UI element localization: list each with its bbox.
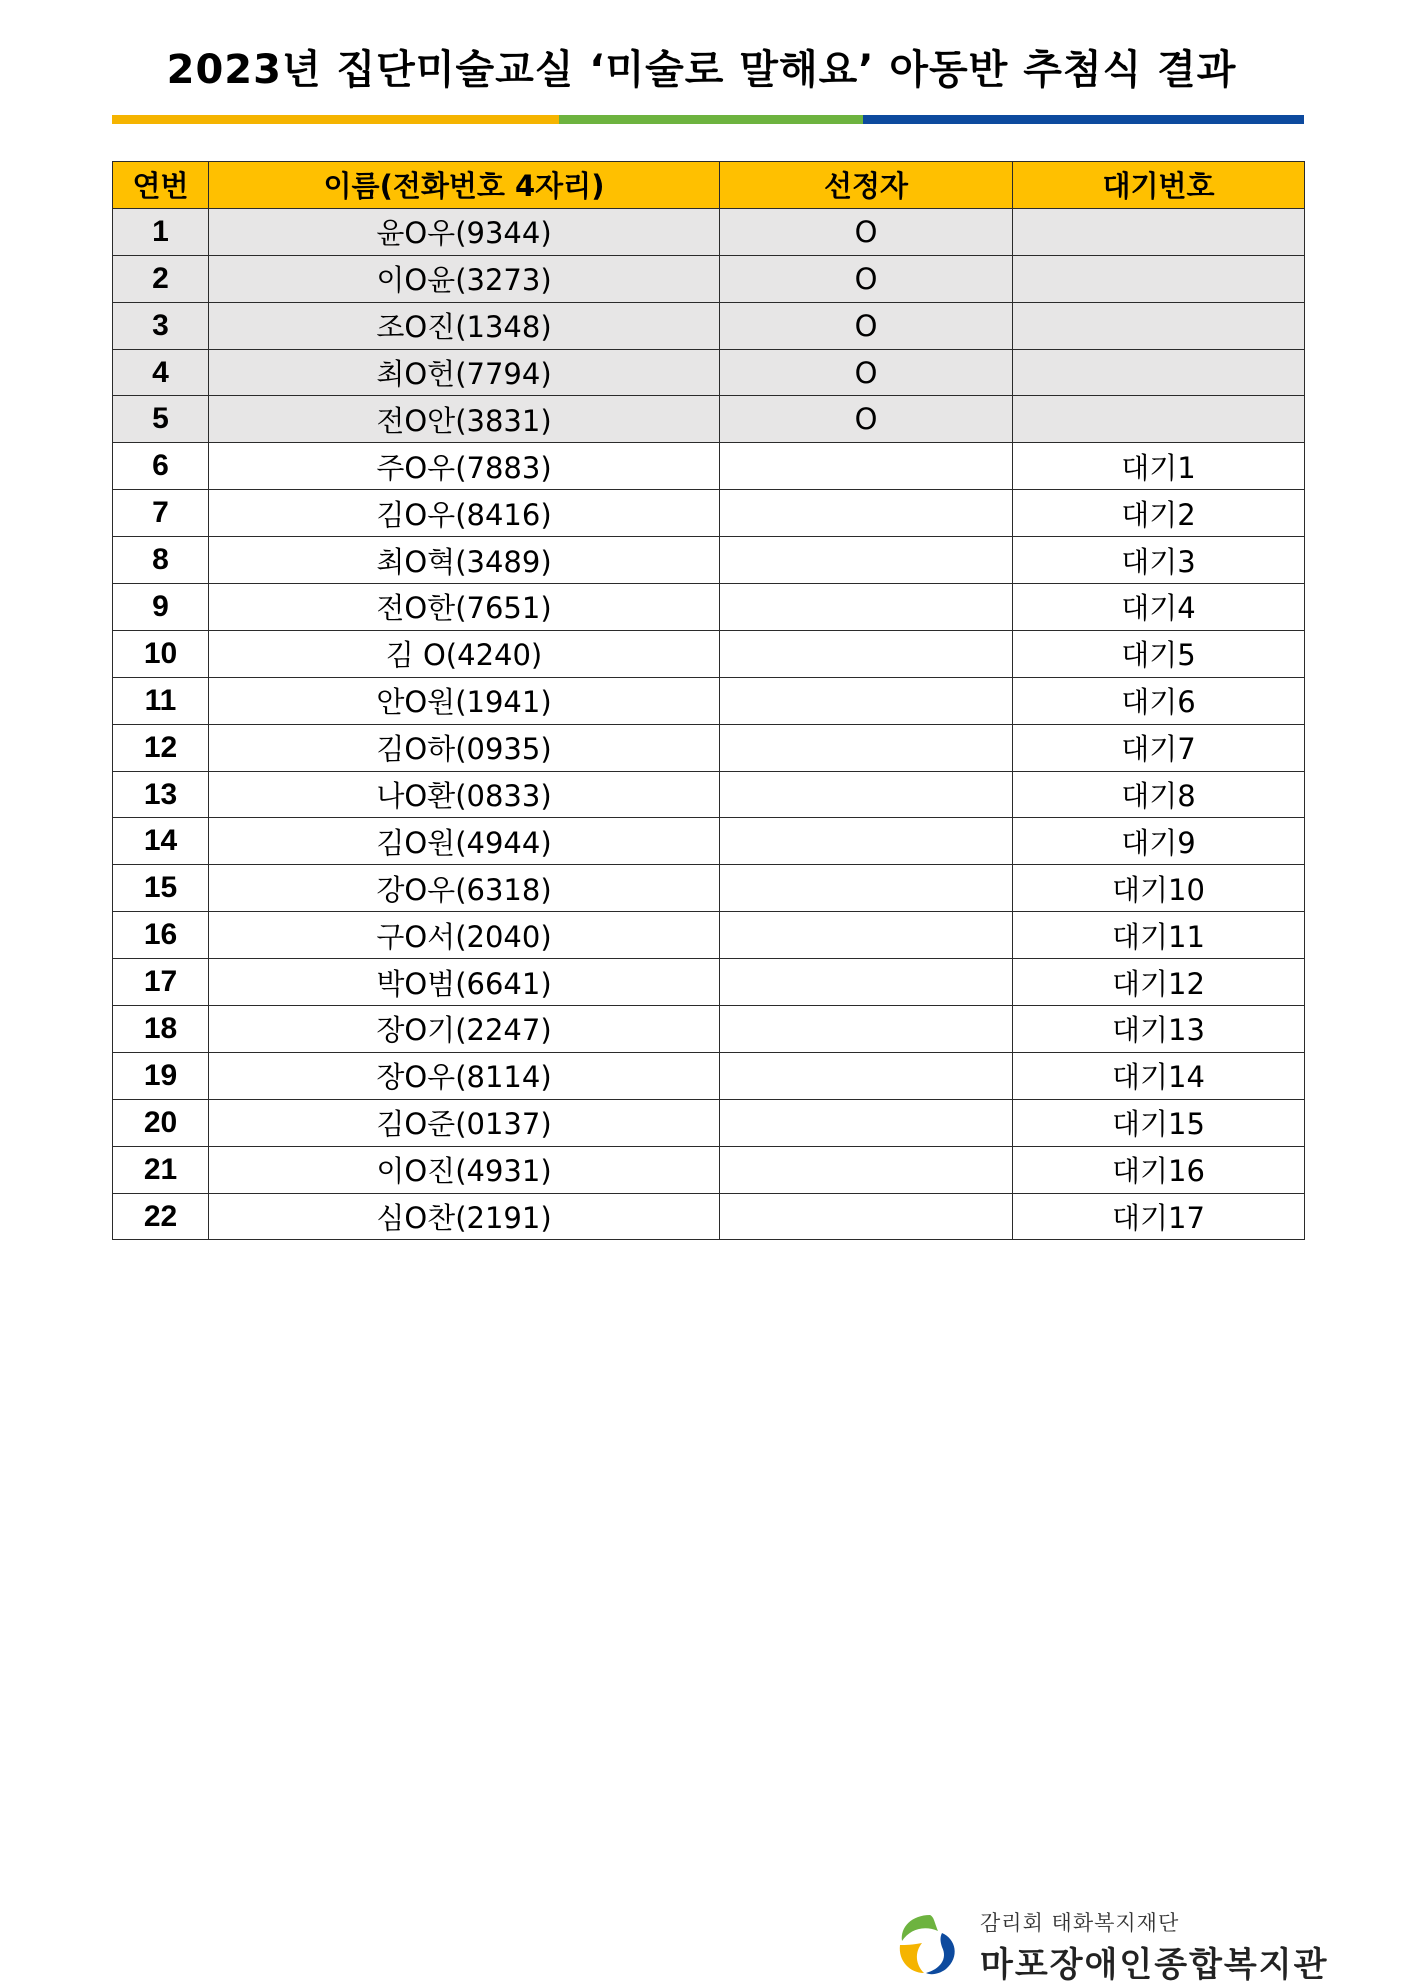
organization-logo [890,1905,1350,1985]
row-selected [720,771,1013,818]
table-row [113,912,1305,959]
row-number: 15 [113,865,209,912]
row-number: 2 [113,255,209,302]
table-row [113,208,1305,255]
row-selected: O [720,302,1013,349]
row-wait-number [1013,349,1305,396]
organization-foundation-name: 감리회 태화복지재단 [980,1911,1180,1935]
row-name: 강O우(6318) [209,865,720,912]
row-number: 7 [113,490,209,537]
row-wait-number: 대기13 [1013,1006,1305,1053]
table-row [113,724,1305,771]
row-wait-number: 대기5 [1013,630,1305,677]
row-number: 14 [113,818,209,865]
row-name: 최O헌(7794) [209,349,720,396]
row-wait-number: 대기15 [1013,1099,1305,1146]
row-selected [720,959,1013,1006]
row-wait-number: 대기4 [1013,584,1305,631]
row-number: 12 [113,724,209,771]
table-row [113,959,1305,1006]
row-wait-number: 대기16 [1013,1146,1305,1193]
row-wait-number [1013,396,1305,443]
table-row [113,677,1305,724]
row-number: 1 [113,208,209,255]
row-number: 22 [113,1193,209,1240]
row-number: 21 [113,1146,209,1193]
row-name: 장O우(8114) [209,1052,720,1099]
title-underline-blue [863,115,1304,124]
table-row [113,1099,1305,1146]
row-selected: O [720,349,1013,396]
row-selected [720,818,1013,865]
row-name: 전O안(3831) [209,396,720,443]
header-selected: 선정자 [720,162,1013,209]
table-row [113,818,1305,865]
page-title: 2023년 집단미술교실 ‘미술로 말해요’ 아동반 추첨식 결과 [166,47,1237,93]
row-name: 김O원(4944) [209,818,720,865]
organization-name: 마포장애인종합복지관 [980,1945,1329,1985]
header-no: 연번 [113,162,209,209]
row-name: 윤O우(9344) [209,208,720,255]
row-name: 김O우(8416) [209,490,720,537]
row-name: 최O혁(3489) [209,537,720,584]
row-selected [720,1006,1013,1053]
row-wait-number: 대기14 [1013,1052,1305,1099]
row-wait-number: 대기8 [1013,771,1305,818]
row-wait-number: 대기10 [1013,865,1305,912]
row-selected [720,724,1013,771]
row-wait-number: 대기3 [1013,537,1305,584]
table-row [113,396,1305,443]
row-wait-number: 대기7 [1013,724,1305,771]
row-name: 조O진(1348) [209,302,720,349]
title-underline-yellow [112,115,559,124]
table-row [113,349,1305,396]
row-number: 8 [113,537,209,584]
row-selected: O [720,208,1013,255]
table-row [113,1193,1305,1240]
table-row [113,255,1305,302]
row-selected: O [720,396,1013,443]
row-number: 4 [113,349,209,396]
row-selected [720,537,1013,584]
row-wait-number [1013,302,1305,349]
row-name: 김 O(4240) [209,630,720,677]
row-name: 안O원(1941) [209,677,720,724]
table-row [113,490,1305,537]
row-selected [720,1099,1013,1146]
header-name: 이름(전화번호 4자리) [209,162,720,209]
table-row [113,771,1305,818]
row-selected [720,912,1013,959]
row-name: 전O한(7651) [209,584,720,631]
row-number: 13 [113,771,209,818]
row-number: 11 [113,677,209,724]
table-row [113,584,1305,631]
header-wait: 대기번호 [1013,162,1305,209]
row-number: 16 [113,912,209,959]
row-number: 5 [113,396,209,443]
table-row [113,1052,1305,1099]
table-row [113,1006,1305,1053]
row-name: 주O우(7883) [209,443,720,490]
row-name: 김O준(0137) [209,1099,720,1146]
row-wait-number: 대기6 [1013,677,1305,724]
row-number: 3 [113,302,209,349]
row-number: 9 [113,584,209,631]
row-number: 19 [113,1052,209,1099]
row-wait-number [1013,208,1305,255]
table-row [113,1146,1305,1193]
table-row [113,302,1305,349]
row-wait-number: 대기1 [1013,443,1305,490]
table-header-row [113,162,1305,209]
row-selected [720,865,1013,912]
logo-swirl-icon [890,1909,970,1979]
row-number: 6 [113,443,209,490]
row-selected [720,443,1013,490]
table-row [113,865,1305,912]
row-name: 장O기(2247) [209,1006,720,1053]
row-selected: O [720,255,1013,302]
row-selected [720,490,1013,537]
table-row [113,630,1305,677]
row-selected [720,1052,1013,1099]
result-table [112,161,1305,1240]
row-selected [720,1146,1013,1193]
table-body [113,208,1305,1240]
row-selected [720,584,1013,631]
row-number: 18 [113,1006,209,1053]
row-wait-number: 대기2 [1013,490,1305,537]
row-name: 구O서(2040) [209,912,720,959]
row-name: 나O환(0833) [209,771,720,818]
row-number: 10 [113,630,209,677]
row-selected [720,630,1013,677]
row-selected [720,677,1013,724]
row-wait-number: 대기11 [1013,912,1305,959]
row-selected [720,1193,1013,1240]
row-wait-number [1013,255,1305,302]
table-row [113,537,1305,584]
row-wait-number: 대기12 [1013,959,1305,1006]
row-wait-number: 대기17 [1013,1193,1305,1240]
row-number: 20 [113,1099,209,1146]
row-name: 심O찬(2191) [209,1193,720,1240]
row-wait-number: 대기9 [1013,818,1305,865]
row-name: 김O하(0935) [209,724,720,771]
row-name: 박O범(6641) [209,959,720,1006]
table-row [113,443,1305,490]
row-name: 이O진(4931) [209,1146,720,1193]
row-number: 17 [113,959,209,1006]
row-name: 이O윤(3273) [209,255,720,302]
title-underline-green [559,115,863,124]
